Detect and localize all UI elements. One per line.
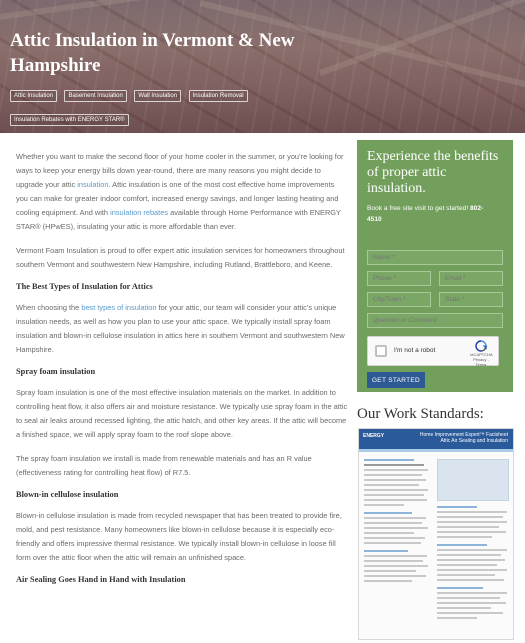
doc-text-line: [364, 537, 425, 539]
recaptcha-brand: reCAPTCHA: [470, 352, 493, 357]
recaptcha-links[interactable]: Privacy - Terms: [473, 357, 489, 367]
factsheet-illustration: [437, 459, 509, 501]
best-types-link[interactable]: best types of insulation: [81, 303, 157, 312]
intro-text: available through Home Performance with ENERGY STAR® (HPwES), insulating your attic is more affordable than ever.: [16, 208, 341, 231]
doc-text-line: [437, 597, 500, 599]
factsheet-document[interactable]: [358, 428, 514, 640]
doc-text-line: [364, 560, 423, 562]
heading-air-sealing: Air Sealing Goes Hand in Hand with Insulation: [16, 575, 186, 584]
best-types-text: When choosing the: [16, 303, 82, 312]
doc-text-line: [437, 592, 507, 594]
phone-number-cont[interactable]: 4510: [367, 216, 382, 223]
blown-in-paragraph: Blown-in cellulose insulation is made from recycled newspaper that has been treated to provide fire, mold, and pest resistance. Many homeowners like blown-in cellulose because it is especially eco-friendly and offers impressive thermal resistance. We typically install blown-in cellulose in loose fill form over the attic floor when the attic will remain an unfinished space.: [16, 511, 342, 562]
main-content: [16, 150, 348, 594]
doc-text-line: [364, 570, 416, 572]
doc-text-line: [437, 602, 506, 604]
tag-wall-insulation[interactable]: Wall Insulation: [134, 90, 181, 102]
r-value-paragraph: The spray foam insulation we install is made from renewable materials and has an R value (effectiveness rating for controlling heat flow) of R7.5.: [16, 454, 312, 477]
form-heading: Experience the benefits of proper attic insulation.: [367, 149, 499, 196]
city-input[interactable]: [367, 292, 431, 307]
hero-banner: [0, 0, 525, 133]
doc-text-line: [364, 517, 426, 519]
doc-text-line: [437, 516, 503, 518]
doc-text-line: [364, 565, 428, 567]
phone-input[interactable]: [367, 271, 431, 286]
best-types-paragraph: [16, 301, 348, 357]
doc-text-line: [437, 536, 492, 538]
doc-text-line: [437, 506, 477, 508]
tag-attic-insulation[interactable]: Attic Insulation: [10, 90, 57, 102]
form-subtext-label: Book a free site visit to get started!: [367, 205, 470, 212]
doc-text-line: [364, 504, 404, 506]
tag-insulation-removal[interactable]: Insulation Removal: [189, 90, 248, 102]
doc-text-line: [364, 575, 426, 577]
doc-text-line: [437, 612, 503, 614]
insulation-link[interactable]: insulation: [77, 180, 109, 189]
doc-text-line: [364, 469, 428, 471]
work-standards-title: Our Work Standards:: [357, 406, 484, 422]
doc-text-line: [364, 459, 414, 461]
doc-text-line: [364, 499, 427, 501]
doc-text-line: [364, 532, 414, 534]
doc-text-line: [364, 527, 428, 529]
form-subtext: [367, 203, 503, 225]
email-input[interactable]: [439, 271, 503, 286]
doc-text-line: [364, 580, 412, 582]
recaptcha-label: I'm not a robot: [394, 347, 436, 354]
intro-text: Whether you want to make the second floor of your home cooler in the summer, or you’re looking for ways to keep your energy bills down year-round, there are many reasons you might decide to upgrade your attic: [16, 152, 344, 189]
heading-spray-foam: Spray foam insulation: [16, 367, 96, 376]
factsheet-accent-bar: [359, 449, 513, 452]
doc-text-line: [364, 550, 408, 552]
best-types-text: for your attic, our team will consider your attic’s unique insulation needs, as well as how you plan to use your attic space. We typically install spray foam insulation and blown-in cellulose insulation in attics here in southern Vermont and southwestern New Hampshire.: [16, 303, 345, 354]
factsheet-title: [420, 432, 508, 444]
factsheet-left-column: [364, 459, 430, 585]
heading-blown-in: Blown-in cellulose insulation: [16, 490, 119, 499]
doc-text-line: [364, 479, 426, 481]
question-input[interactable]: [367, 313, 503, 328]
doc-text-line: [364, 489, 428, 491]
doc-text-line: [437, 569, 507, 571]
recaptcha-checkbox[interactable]: [375, 345, 387, 357]
service-area-paragraph: Vermont Foam Insulation is proud to offer expert attic insulation services for homeowners throughout southern Vermont and southwestern New Hampshire, including Rutland, Brattleboro, and Keene.: [16, 246, 345, 269]
doc-text-line: [437, 574, 495, 576]
doc-text-line: [437, 607, 491, 609]
state-input[interactable]: [439, 292, 503, 307]
doc-text-line: [437, 511, 507, 513]
doc-text-line: [437, 579, 504, 581]
doc-text-line: [437, 559, 505, 561]
doc-text-line: [364, 484, 419, 486]
recaptcha-logo: [470, 340, 492, 367]
doc-text-line: [364, 494, 424, 496]
intro-paragraph: [16, 150, 348, 234]
recaptcha-icon: [475, 340, 487, 352]
factsheet-header: [359, 429, 513, 449]
page-title: Attic Insulation in Vermont & New Hampshire: [10, 30, 295, 76]
tag-insulation-rebates[interactable]: Insulation Rebates with ENERGY STAR®: [10, 114, 129, 126]
doc-text-line: [437, 587, 483, 589]
get-started-button[interactable]: GET STARTED: [367, 372, 425, 388]
tag-basement-insulation[interactable]: Basement Insulation: [64, 90, 126, 102]
tag-list: [10, 84, 310, 132]
doc-text-line: [437, 617, 477, 619]
intro-text: . Attic insulation is one of the most cost effective home improvements you can make for greater indoor comfort, increased energy savings, and longer lasting heating and cooling equipment. And with: [16, 180, 339, 217]
spray-foam-paragraph: Spray foam insulation is one of the most effective insulation materials on the market. In addition to controlling heat flow, it also offers air and moisture resistance. We typically use spray foam in the attic to seal air leaks around recessed lighting, the attic hatch, and other key areas. If the attic will become a finished space, we will apply spray foam to the roof slope above.: [16, 388, 348, 439]
doc-text-line: [437, 526, 499, 528]
doc-text-line: [437, 544, 487, 546]
factsheet-title-line: Home Improvement Expert™ Factsheet: [419, 432, 508, 438]
doc-text-line: [364, 512, 412, 514]
doc-text-line: [364, 464, 424, 466]
doc-text-line: [437, 521, 507, 523]
contact-form: [357, 140, 513, 392]
doc-text-line: [437, 531, 506, 533]
factsheet-title-line: Attic Air Sealing and Insulation: [440, 438, 508, 444]
factsheet-right-column: [437, 459, 509, 622]
doc-text-line: [437, 564, 497, 566]
heading-best-types: The Best Types of Insulation for Attics: [16, 282, 153, 291]
recaptcha-widget: [367, 336, 499, 366]
doc-text-line: [364, 522, 422, 524]
doc-text-line: [437, 549, 507, 551]
name-input[interactable]: [367, 250, 503, 265]
phone-number[interactable]: 802-: [470, 205, 484, 212]
doc-text-line: [364, 542, 421, 544]
doc-text-line: [364, 555, 427, 557]
doc-text-line: [437, 554, 501, 556]
energy-star-logo: ENERGY: [363, 433, 385, 439]
insulation-rebates-link[interactable]: insulation rebates: [110, 208, 169, 217]
doc-text-line: [364, 474, 422, 476]
